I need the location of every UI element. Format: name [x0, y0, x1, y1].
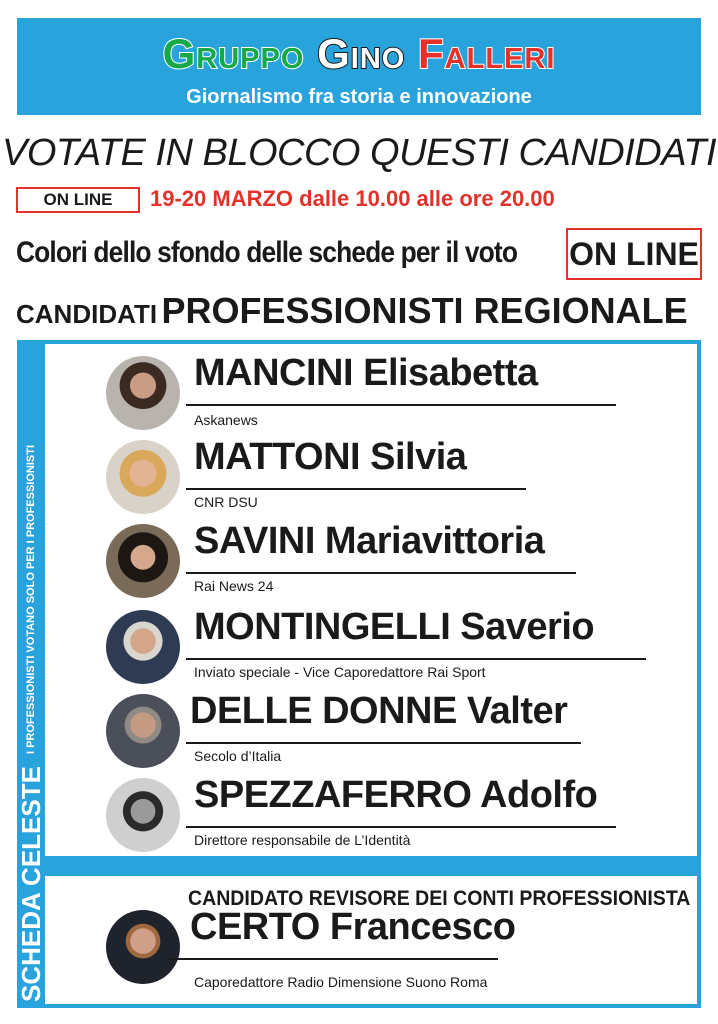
brand-subtitle: Giornalismo fra storia e innovazione	[186, 86, 532, 108]
name-underline	[186, 488, 526, 490]
candidate-name: MANCINI Elisabetta	[194, 352, 538, 394]
category-heading	[16, 290, 688, 332]
side-label-big: SCHEDA CELESTE	[15, 766, 46, 1002]
candidate-name: SAVINI Mariavittoria	[194, 520, 545, 562]
online-box: ON LINE	[566, 228, 702, 280]
candidate-name: MONTINGELLI Saverio	[194, 606, 595, 648]
candidate-card	[106, 606, 666, 686]
candidate-card	[106, 774, 666, 854]
side-label-small: I PROFESSIONISTI VOTANO SOLO PER I PROFESSIONISTI	[25, 444, 37, 755]
revisore-title: CANDIDATO REVISORE DEI CONTI PROFESSIONISTA	[188, 887, 691, 910]
brand-title	[17, 24, 701, 84]
candidate-name: SPEZZAFERRO Adolfo	[194, 774, 598, 816]
voting-dates: 19-20 MARZO dalle 10.00 alle ore 20.00	[150, 186, 555, 211]
brand-word-falleri: Falleri	[418, 30, 556, 77]
header-banner	[17, 18, 701, 115]
name-underline	[186, 404, 616, 406]
side-label	[17, 445, 45, 1008]
candidate-card	[106, 436, 666, 516]
avatar	[106, 694, 180, 768]
candidate-name: CERTO Francesco	[190, 906, 516, 948]
category-main: PROFESSIONISTI REGIONALE	[161, 290, 688, 331]
candidate-name: MATTONI Silvia	[194, 436, 467, 478]
avatar	[106, 910, 180, 984]
name-underline	[186, 826, 616, 828]
candidate-card	[106, 520, 666, 600]
brand-word-gino: Gino	[317, 30, 406, 77]
candidate-affiliation: Caporedattore Radio Dimensione Suono Roma	[194, 974, 488, 990]
category-prefix: CANDIDATI	[16, 299, 158, 329]
candidate-name: DELLE DONNE Valter	[190, 690, 568, 732]
candidate-affiliation: Askanews	[194, 412, 258, 428]
candidate-affiliation: Inviato speciale - Vice Caporedattore Rai Sport	[194, 664, 486, 680]
online-tag: ON LINE	[16, 187, 140, 213]
avatar	[106, 778, 180, 852]
avatar	[106, 356, 180, 430]
candidate-affiliation: Rai News 24	[194, 578, 274, 594]
candidate-card	[106, 352, 666, 432]
headline: VOTATE IN BLOCCO QUESTI CANDIDATI	[1, 132, 717, 174]
name-underline	[186, 742, 581, 744]
name-underline	[186, 658, 646, 660]
candidate-affiliation: Direttore responsabile de L’Identità	[194, 832, 411, 848]
candidate-affiliation: Secolo d’Italia	[194, 748, 282, 764]
name-underline	[186, 572, 576, 574]
avatar	[106, 610, 180, 684]
avatar	[106, 440, 180, 514]
brand-word-gruppo: Gruppo	[162, 30, 305, 77]
avatar	[106, 524, 180, 598]
candidate-affiliation: CNR DSU	[194, 494, 258, 510]
revisore-candidate-card	[106, 906, 666, 990]
name-underline	[168, 958, 498, 960]
candidate-card	[106, 690, 666, 770]
ballot-colors-text: Colori dello sfondo delle schede per il voto	[16, 236, 518, 269]
